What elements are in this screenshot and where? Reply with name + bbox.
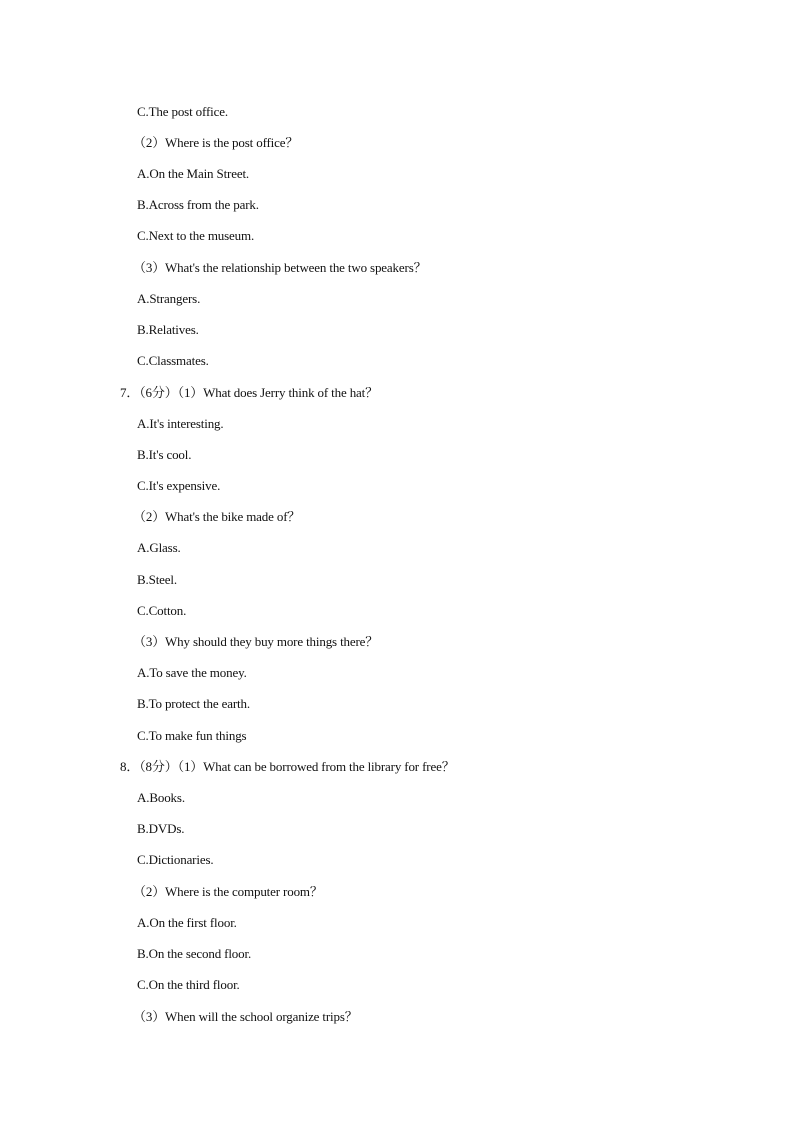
q8-s2-question: （2）Where is the computer room？ (133, 884, 323, 899)
q8-s1-option-a: A.Books. (137, 790, 185, 805)
q7-s3-option-a: A.To save the money. (137, 665, 247, 680)
q6-s3-option-c: C.Classmates. (137, 353, 209, 368)
q7-s2-option-a: A.Glass. (137, 540, 181, 555)
q8-s3-question: （3）When will the school organize trips？ (133, 1009, 358, 1024)
q6-s3-question: （3）What's the relationship between the two speakers？ (133, 260, 427, 275)
q8-s1-option-c: C.Dictionaries. (137, 852, 214, 867)
q7-s1-option-b: B.It's cool. (137, 447, 192, 462)
q7-s1-option-c: C.It's expensive. (137, 478, 221, 493)
q6-s3-option-b: B.Relatives. (137, 322, 199, 337)
q6-s2-option-c: C.Next to the museum. (137, 228, 255, 243)
q6-s2-question: （2）Where is the post office？ (133, 135, 299, 150)
q8-s2-option-a: A.On the first floor. (137, 915, 237, 930)
q6-s3-option-a: A.Strangers. (137, 291, 201, 306)
q8-s1-option-b: B.DVDs. (137, 821, 185, 836)
q7-s2-question: （2）What's the bike made of？ (133, 509, 301, 524)
q7-header: 7．（6分）（1）What does Jerry think of the hat？ (120, 385, 378, 400)
q8-header: 8．（8分）（1）What can be borrowed from the library for free？ (120, 759, 455, 774)
q8-s2-option-c: C.On the third floor. (137, 977, 240, 992)
q6-s2-option-b: B.Across from the park. (137, 197, 259, 212)
q8-s2-option-b: B.On the second floor. (137, 946, 252, 961)
q7-s3-question: （3）Why should they buy more things there？ (133, 634, 379, 649)
q7-s3-option-c: C.To make fun things (137, 728, 247, 743)
q6-s1-option-c: C.The post office. (137, 104, 228, 119)
q7-s3-option-b: B.To protect the earth. (137, 696, 250, 711)
q7-s2-option-c: C.Cotton. (137, 603, 187, 618)
q7-s1-option-a: A.It's interesting. (137, 416, 224, 431)
q6-s2-option-a: A.On the Main Street. (137, 166, 250, 181)
q7-s2-option-b: B.Steel. (137, 572, 177, 587)
